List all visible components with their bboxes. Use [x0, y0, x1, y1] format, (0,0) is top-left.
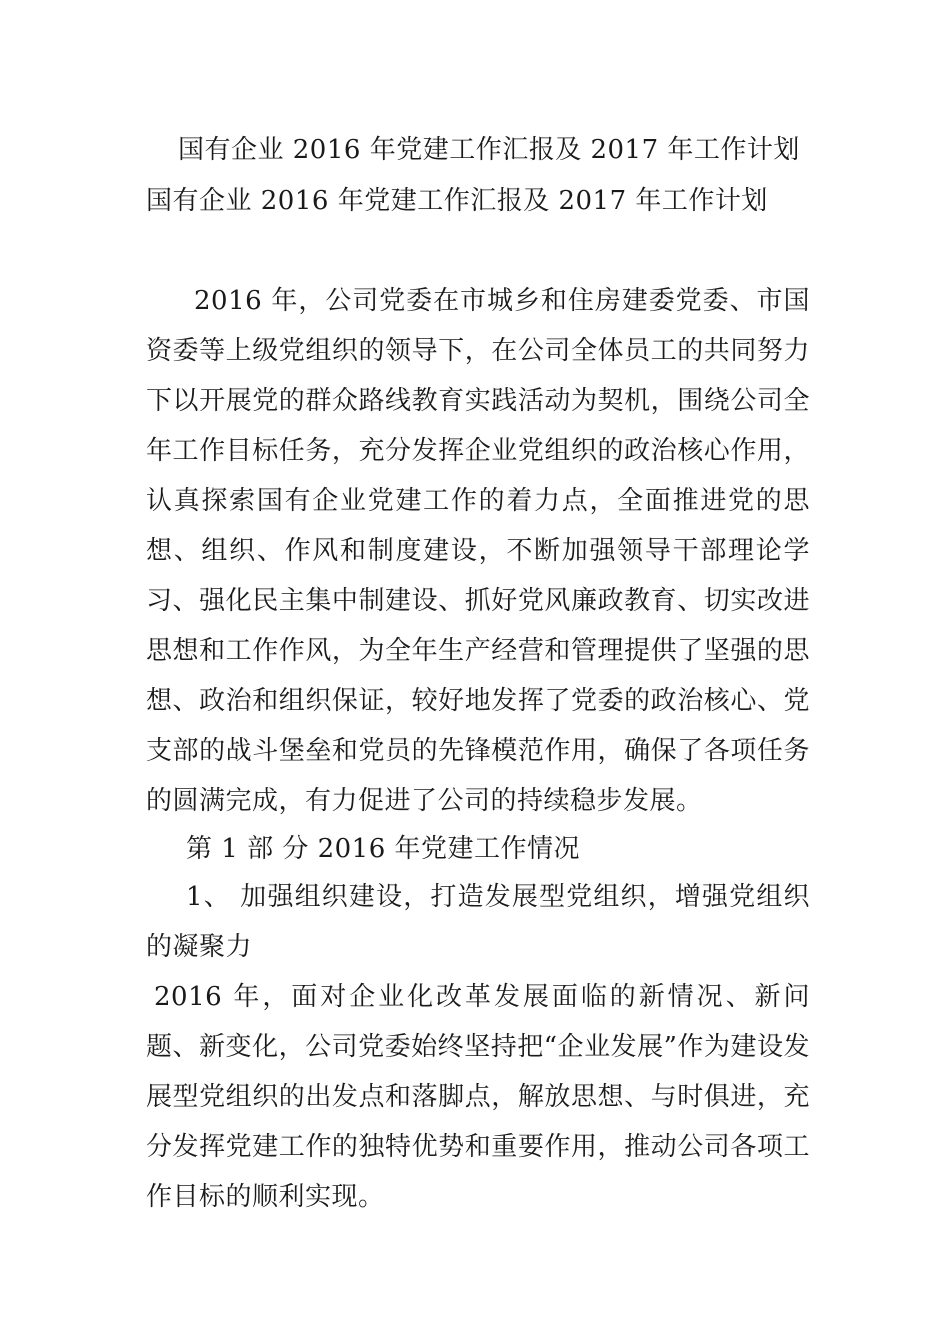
document-subtitle: 国有企业 2016 年党建工作汇报及 2017 年工作计划	[146, 186, 768, 216]
numbered-item-heading: 1、 加强组织建设，打造发展型党组织，增强党组织的凝聚力	[146, 882, 810, 962]
document-title: 国有企业 2016 年党建工作汇报及 2017 年工作计划	[178, 135, 800, 165]
section-heading: 第 1 部 分 2016 年党建工作情况	[186, 834, 581, 864]
intro-paragraph: 2016 年，公司党委在市城乡和住房建委党委、市国资委等上级党组织的领导下，在公司全体员工的共同努力下以开展党的群众路线教育实践活动为契机，围绕公司全年工作目标任务，充分发挥企业党组织的政治核心作用，认真探索国有企业党建工作的着力点，全面推进党的思想、组织、作风和制度建设，不断加强领导干部理论学习、强化民主集中制建设、抓好党风廉政教育、切实改进思想和工作作风，为全年生产经营和管理提供了坚强的思想、政治和组织保证，较好地发挥了党委的政治核心、党支部的战斗堡垒和党员的先锋模范作用，确保了各项任务的圆满完成，有力促进了公司的持续稳步发展。	[146, 286, 810, 816]
body-paragraph: 2016 年，面对企业化改革发展面临的新情况、新问题、新变化，公司党委始终坚持把“企业发展”作为建设发展型党组织的出发点和落脚点，解放思想、与时俱进，充分发挥党建工作的独特优势和重要作用，推动公司各项工作目标的顺利实现。	[146, 982, 810, 1212]
